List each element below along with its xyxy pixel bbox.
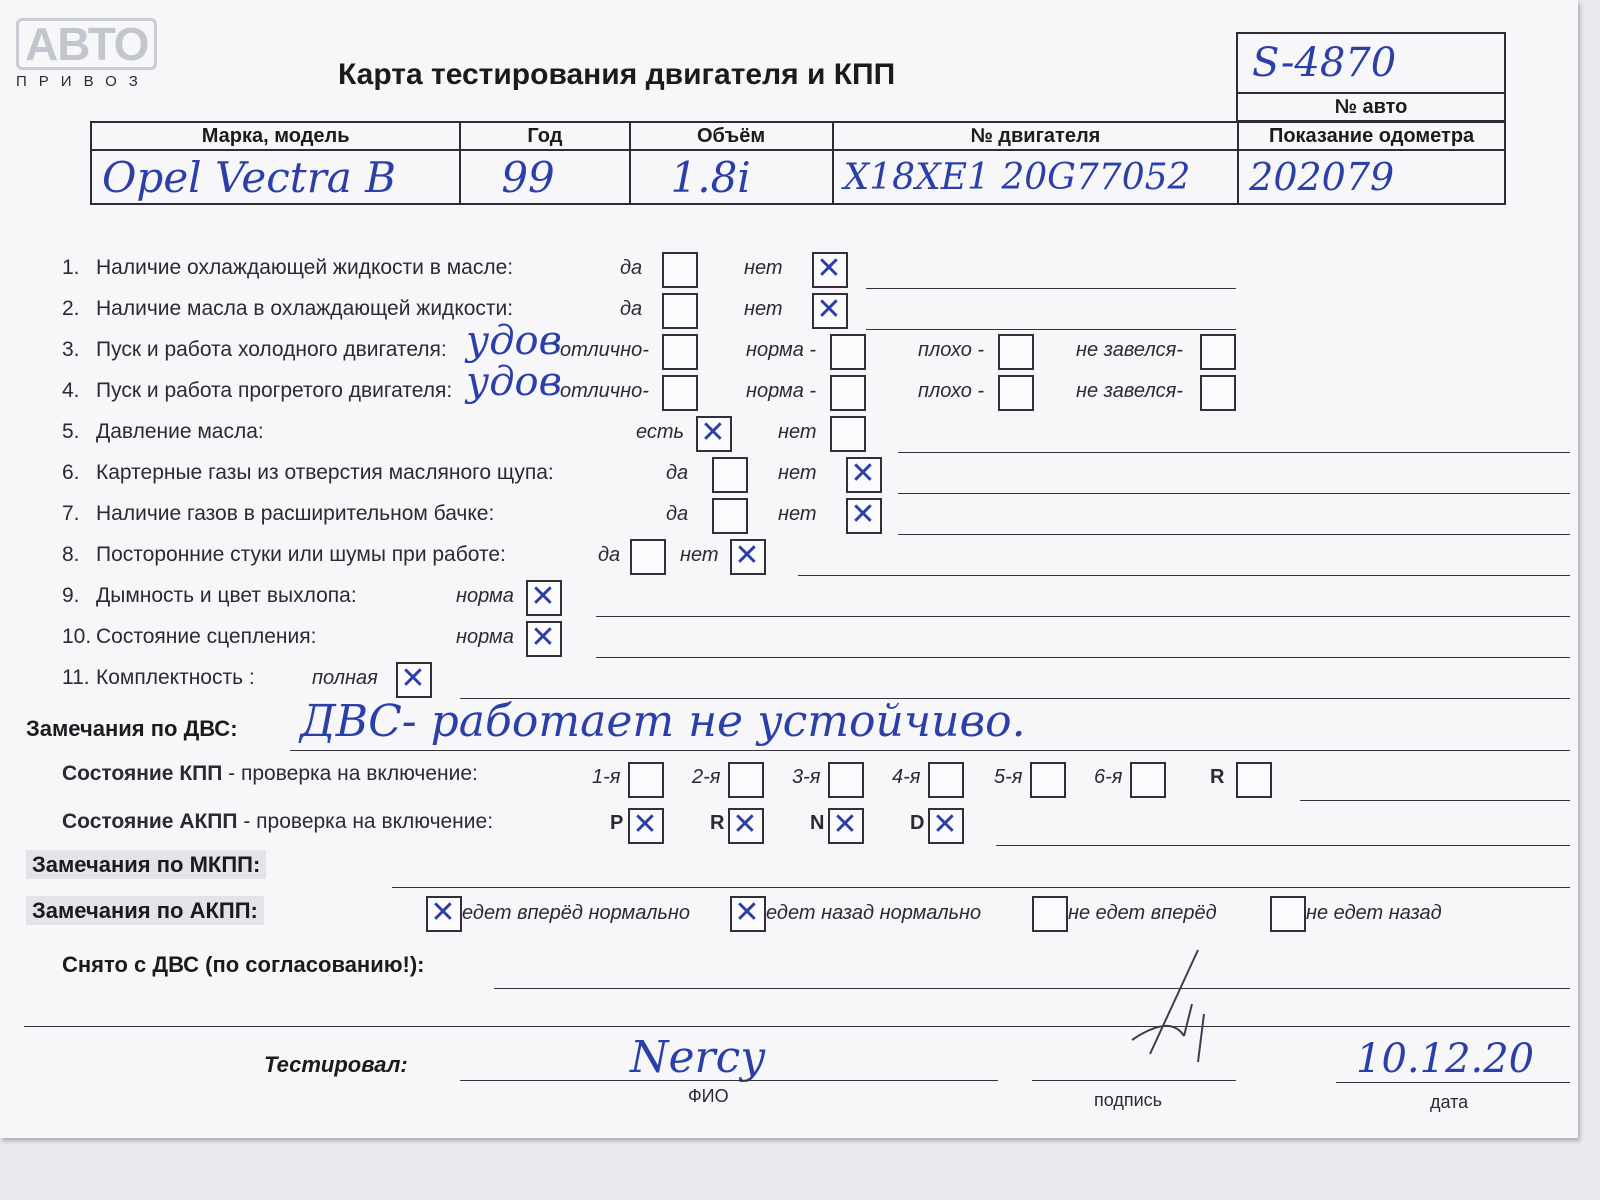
logo-subtext: ПРИВОЗ	[16, 73, 150, 90]
akpp-remark-label: едет вперёд нормально	[462, 902, 691, 924]
item-number: 4.	[62, 379, 80, 402]
col-year-header: Год	[460, 122, 629, 150]
option-label: да	[598, 544, 621, 566]
option-label: да	[666, 503, 689, 525]
option-checkbox[interactable]	[712, 498, 748, 534]
kpp-gear-label: 6-я	[1094, 766, 1123, 788]
option-checkbox-mark: ✕	[530, 579, 556, 614]
item-number: 3.	[62, 338, 80, 361]
option-checkbox[interactable]	[830, 375, 866, 411]
akpp-label-rest: - проверка на включение:	[237, 810, 494, 833]
option-label: плохо -	[918, 339, 985, 361]
item-number: 11.	[62, 666, 90, 689]
kpp-label-rest: - проверка на включение:	[222, 762, 478, 785]
date-line	[1336, 1082, 1570, 1083]
kpp-gear-checkbox[interactable]	[828, 762, 864, 798]
akpp-label-bold: Состояние АКПП	[62, 810, 238, 833]
option-label: есть	[636, 421, 685, 443]
akpp-gear-checkbox-mark: ✕	[932, 807, 958, 842]
option-label: норма -	[746, 380, 817, 402]
test-date: 10.12.20	[1356, 1036, 1535, 1082]
item-comment-line	[866, 288, 1236, 289]
item-text: Давление масла:	[96, 420, 264, 443]
item-number: 6.	[62, 461, 80, 484]
option-checkbox[interactable]	[662, 252, 698, 288]
kpp-gear-label: 2-я	[692, 766, 721, 788]
item-handwritten-note: удов	[466, 359, 562, 405]
option-label: нет	[778, 421, 817, 443]
option-checkbox[interactable]	[1200, 375, 1236, 411]
item-text: Наличие масла в охлаждающей жидкости:	[96, 297, 514, 320]
year-value: 99	[460, 150, 629, 204]
item-comment-line	[898, 534, 1570, 535]
option-label: норма	[456, 585, 514, 607]
kpp-gear-label: 4-я	[892, 766, 921, 788]
option-checkbox[interactable]	[712, 457, 748, 493]
akpp-gear-checkbox-mark: ✕	[632, 807, 658, 842]
akpp-remarks-label	[26, 898, 264, 924]
akpp-remarks-label-text: Замечания по АКПП:	[26, 896, 264, 925]
car-number-box	[1236, 32, 1506, 122]
option-label: отлично-	[560, 380, 649, 402]
option-label: не завелся-	[1076, 380, 1183, 402]
col-model-header: Марка, модель	[91, 122, 460, 150]
option-label: не завелся-	[1076, 339, 1183, 361]
kpp-gear-checkbox[interactable]	[628, 762, 664, 798]
option-checkbox[interactable]	[662, 293, 698, 329]
signature-caption: подпись	[1094, 1090, 1163, 1110]
dvs-remarks-value: ДВС- работает не устойчиво.	[300, 696, 1026, 747]
option-label: да	[620, 298, 643, 320]
akpp-gear-label: N	[810, 812, 825, 834]
option-checkbox[interactable]	[830, 334, 866, 370]
kpp-gear-label: R	[1210, 766, 1225, 788]
item-number: 2.	[62, 297, 80, 320]
item-comment-line	[898, 452, 1570, 453]
fio-caption: ФИО	[688, 1086, 729, 1106]
mkpp-remarks-label	[26, 852, 266, 878]
option-label: нет	[778, 462, 817, 484]
model-value: Opel Vectra B	[91, 150, 460, 204]
item-number: 10.	[62, 625, 92, 648]
item-comment-line	[596, 616, 1570, 617]
item-comment-line	[898, 493, 1570, 494]
option-label: плохо -	[918, 380, 985, 402]
option-label: нет	[744, 257, 783, 279]
item-number: 1.	[62, 256, 80, 279]
option-checkbox[interactable]	[998, 334, 1034, 370]
option-label: нет	[778, 503, 817, 525]
mkpp-remarks-line	[392, 887, 1570, 888]
volume-value: 1.8i	[630, 150, 833, 204]
option-label: норма -	[746, 339, 817, 361]
akpp-gear-checkbox-mark: ✕	[832, 807, 858, 842]
item-text: Наличие газов в расширительном бачке:	[96, 502, 495, 525]
signature-line	[1032, 1080, 1236, 1081]
option-label: полная	[312, 667, 378, 689]
option-checkbox-mark: ✕	[816, 251, 842, 286]
item-text: Пуск и работа прогретого двигателя:	[96, 379, 453, 402]
option-label: нет	[744, 298, 783, 320]
kpp-gear-label: 1-я	[592, 766, 621, 788]
date-caption: дата	[1430, 1092, 1469, 1112]
item-text: Картерные газы из отверстия масляного щупа:	[96, 461, 554, 484]
item-text: Наличие охлаждающей жидкости в масле:	[96, 256, 514, 279]
item-number: 7.	[62, 502, 80, 525]
akpp-gear-label: R	[710, 812, 725, 834]
avtoprivoz-logo	[16, 18, 157, 89]
car-number-value: S-4870	[1237, 33, 1505, 93]
option-label: отлично-	[560, 339, 649, 361]
tested-label: Тестировал:	[264, 1052, 408, 1077]
item-comment-line	[798, 575, 1570, 576]
option-checkbox-mark: ✕	[700, 415, 726, 450]
vehicle-info-table	[90, 121, 1506, 205]
akpp-gear-label: P	[610, 812, 624, 834]
option-label: норма	[456, 626, 514, 648]
akpp-remark-checkbox[interactable]	[1032, 896, 1068, 932]
option-checkbox[interactable]	[662, 334, 698, 370]
dvs-remarks-line	[290, 750, 1570, 751]
option-checkbox[interactable]	[998, 375, 1034, 411]
item-comment-line	[596, 657, 1570, 658]
kpp-line	[1300, 800, 1570, 801]
akpp-gear-label: D	[910, 812, 925, 834]
akpp-remark-checkbox-mark: ✕	[734, 895, 760, 930]
akpp-remark-checkbox[interactable]	[1270, 896, 1306, 932]
akpp-remark-checkbox-mark: ✕	[430, 895, 456, 930]
separator-line	[24, 1026, 1570, 1027]
item-text: Посторонние стуки или шумы при работе:	[96, 543, 506, 566]
option-checkbox-mark: ✕	[400, 661, 426, 696]
kpp-gear-checkbox[interactable]	[1130, 762, 1166, 798]
option-checkbox-mark: ✕	[530, 620, 556, 655]
signature-mark	[1080, 944, 1230, 1074]
option-label: да	[620, 257, 643, 279]
car-number-label: № авто	[1237, 93, 1505, 121]
item-text: Комплектность :	[96, 666, 255, 689]
kpp-gear-checkbox[interactable]	[1236, 762, 1272, 798]
option-checkbox[interactable]	[1200, 334, 1236, 370]
tester-name: Nercy	[630, 1032, 766, 1083]
removed-line	[494, 988, 1570, 989]
akpp-remark-label: не едет вперёд	[1068, 902, 1217, 924]
akpp-remark-label: едет назад нормально	[766, 902, 982, 924]
option-checkbox-mark: ✕	[734, 538, 760, 573]
kpp-gear-checkbox[interactable]	[928, 762, 964, 798]
option-checkbox[interactable]	[630, 539, 666, 575]
option-label: да	[666, 462, 689, 484]
item-text: Состояние сцепления:	[96, 625, 317, 648]
akpp-line	[996, 845, 1570, 846]
item-handwritten-note: удов	[466, 318, 562, 364]
logo-text: АВТО	[16, 18, 157, 70]
page-title: Карта тестирования двигателя и КПП	[338, 58, 896, 91]
removed-label: Снято с ДВС (по согласованию!):	[62, 952, 425, 977]
item-comment-line	[866, 329, 1236, 330]
col-volume-header: Объём	[630, 122, 833, 150]
akpp-label	[62, 810, 493, 834]
akpp-gear-checkbox-mark: ✕	[732, 807, 758, 842]
col-engine-header: № двигателя	[833, 122, 1239, 150]
akpp-remark-label: не едет назад	[1306, 902, 1442, 924]
dvs-remarks-label: Замечания по ДВС:	[26, 716, 238, 741]
odometer-value: 202079	[1238, 150, 1505, 204]
kpp-label-bold: Состояние КПП	[62, 762, 223, 785]
item-number: 5.	[62, 420, 80, 443]
option-checkbox-mark: ✕	[850, 456, 876, 491]
option-checkbox-mark: ✕	[850, 497, 876, 532]
item-number: 8.	[62, 543, 80, 566]
engine-number-value: X18XE1 20G77052	[833, 150, 1239, 204]
fio-line	[460, 1080, 998, 1081]
option-label: нет	[680, 544, 719, 566]
item-text: Дымность и цвет выхлопа:	[96, 584, 357, 607]
kpp-label	[62, 762, 478, 786]
item-text: Пуск и работа холодного двигателя:	[96, 338, 447, 361]
option-checkbox[interactable]	[830, 416, 866, 452]
kpp-gear-checkbox[interactable]	[1030, 762, 1066, 798]
item-number: 9.	[62, 584, 80, 607]
kpp-gear-checkbox[interactable]	[728, 762, 764, 798]
option-checkbox-mark: ✕	[816, 292, 842, 327]
mkpp-remarks-label-text: Замечания по МКПП:	[26, 850, 266, 879]
kpp-gear-label: 5-я	[994, 766, 1023, 788]
col-odometer-header: Показание одометра	[1238, 122, 1505, 150]
option-checkbox[interactable]	[662, 375, 698, 411]
kpp-gear-label: 3-я	[792, 766, 821, 788]
